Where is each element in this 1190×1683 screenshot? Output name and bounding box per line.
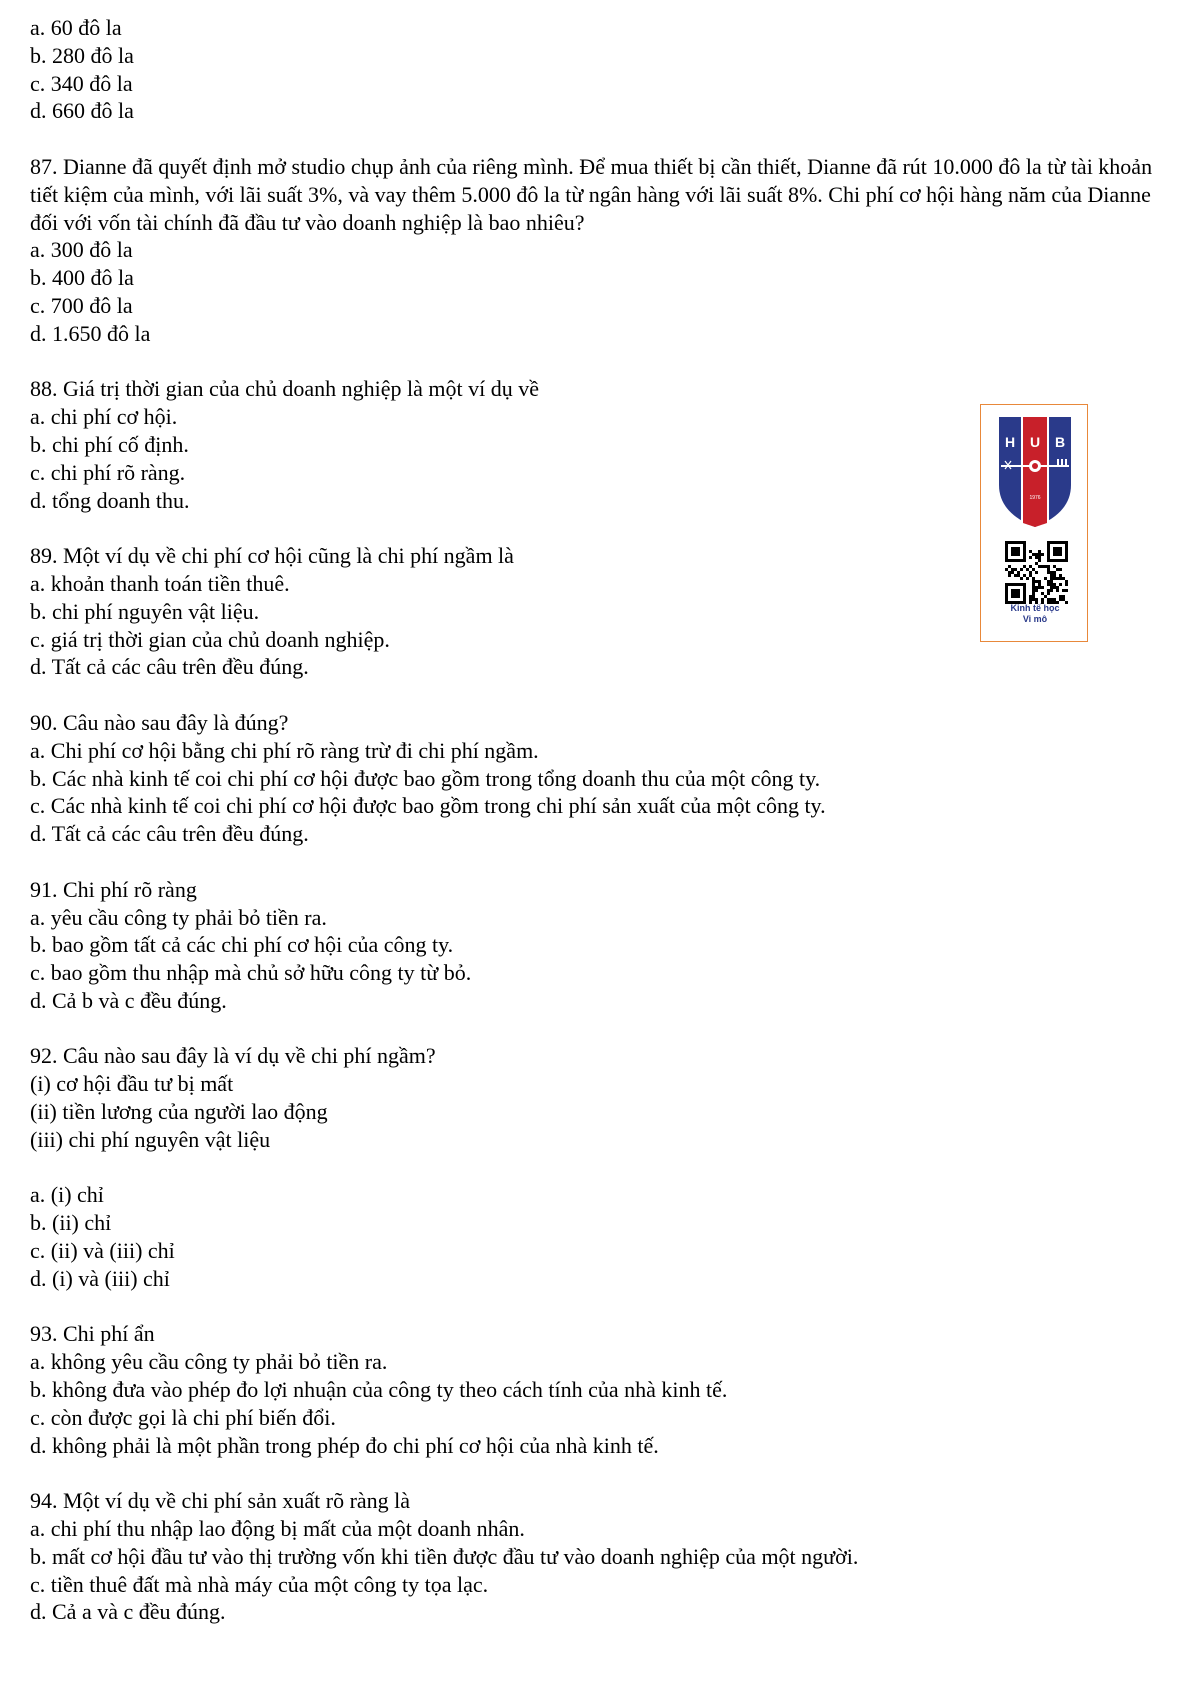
- answer-option: c. tiền thuê đất mà nhà máy của một công ty tọa lạc.: [30, 1571, 489, 1597]
- answer-option: a. yêu cầu công ty phải bỏ tiền ra.: [30, 904, 327, 930]
- answer-option: b. 400 đô la: [30, 265, 134, 291]
- answer-option: c. còn được gọi là chi phí biến đổi.: [30, 1404, 336, 1430]
- shield-letter: U: [1029, 434, 1041, 450]
- answer-option: b. (ii) chỉ: [30, 1210, 112, 1236]
- answer-option: b. không đưa vào phép đo lợi nhuận của công ty theo cách tính của nhà kinh tế.: [30, 1377, 728, 1403]
- answer-option: d. Cả a và c đều đúng.: [30, 1599, 226, 1625]
- answer-option: d. Tất cả các câu trên đều đúng.: [30, 654, 309, 680]
- card-caption-title: Kinh tế học: [1010, 603, 1060, 613]
- answer-option: d. không phải là một phần trong phép đo chi phí cơ hội của nhà kinh tế.: [30, 1432, 659, 1458]
- question-text: 89. Một ví dụ về chi phí cơ hội cũng là chi phí ngầm là: [30, 543, 514, 569]
- answer-option: a. chi phí thu nhập lao động bị mất của một doanh nhân.: [30, 1516, 525, 1542]
- answer-option: b. chi phí nguyên vật liệu.: [30, 598, 260, 624]
- answer-option: a. Chi phí cơ hội bằng chi phí rõ ràng trừ đi chi phí ngầm.: [30, 737, 539, 763]
- question-94: [30, 1487, 1170, 1626]
- question-90: [30, 709, 1170, 848]
- answer-option: b. 280 đô la: [30, 42, 134, 68]
- answer-option: b. mất cơ hội đầu tư vào thị trường vốn khi tiền được đầu tư vào doanh nghiệp của một người.: [30, 1543, 859, 1569]
- answer-option: c. (ii) và (iii) chỉ: [30, 1238, 175, 1264]
- answer-option: a. 60 đô la: [30, 15, 122, 40]
- answer-option: b. Các nhà kinh tế coi chi phí cơ hội được bao gồm trong tổng doanh thu của một công ty.: [30, 765, 821, 791]
- answer-option: c. giá trị thời gian của chủ doanh nghiệp.: [30, 626, 390, 652]
- question-87: [30, 153, 1170, 348]
- answer-option: a. (i) chỉ: [30, 1182, 104, 1208]
- answer-option: a. 300 đô la: [30, 237, 133, 263]
- answer-option: c. 340 đô la: [30, 70, 133, 96]
- question-text: 90. Câu nào sau đây là đúng?: [30, 709, 289, 735]
- answer-option: d. tổng doanh thu.: [30, 487, 190, 513]
- answer-option: c. chi phí rõ ràng.: [30, 459, 186, 485]
- answer-option: a. chi phí cơ hội.: [30, 404, 178, 430]
- shield-year: 1976: [1029, 495, 1041, 501]
- question-text: 87. Dianne đã quyết định mở studio chụp ảnh của riêng mình. Để mua thiết bị cần thiết, Dianne đã rút 10.000 đô la từ tài khoản tiết kiệm của mình, với lãi suất 3%, và vay thêm 5.000 đô la từ ngân hàng với lãi suất 8%. Chi phí cơ hội hàng năm của Dianne đối với vốn tài chính đã đầu tư vào doanh nghiệp là bao nhiêu?: [30, 153, 1153, 235]
- answer-option: b. chi phí cố định.: [30, 431, 189, 457]
- question-92: [30, 1042, 1170, 1292]
- answer-option: d. (i) và (iii) chỉ: [30, 1265, 170, 1291]
- document-body: [30, 14, 1170, 1626]
- answer-option: c. Các nhà kinh tế coi chi phí cơ hội được bao gồm trong chi phí sản xuất của một công ty.: [30, 793, 826, 819]
- intro-options: [30, 14, 1170, 125]
- card-caption-subtitle: Vi mô: [1022, 614, 1048, 624]
- answer-option: a. không yêu cầu công ty phải bỏ tiền ra.: [30, 1349, 388, 1375]
- answer-option: d. 1.650 đô la: [30, 320, 151, 346]
- question-text: 92. Câu nào sau đây là ví dụ về chi phí ngầm?: [30, 1043, 436, 1069]
- answer-option: c. bao gồm thu nhập mà chủ sở hữu công ty từ bỏ.: [30, 960, 472, 986]
- answer-option: a. khoản thanh toán tiền thuê.: [30, 570, 290, 596]
- question-text: 88. Giá trị thời gian của chủ doanh nghiệp là một ví dụ về: [30, 376, 539, 402]
- answer-option: b. bao gồm tất cả các chi phí cơ hội của công ty.: [30, 932, 454, 958]
- answer-option: d. Cả b và c đều đúng.: [30, 987, 227, 1013]
- question-91: [30, 876, 1170, 1015]
- question-text: 94. Một ví dụ về chi phí sản xuất rõ ràng là: [30, 1488, 411, 1514]
- shield-letter: H: [1004, 434, 1016, 450]
- question-text: 91. Chi phí rõ ràng: [30, 876, 197, 902]
- statement: (iii) chi phí nguyên vật liệu: [30, 1126, 271, 1152]
- qr-code: [1005, 541, 1068, 604]
- question-text: 93. Chi phí ẩn: [30, 1321, 155, 1347]
- hub-logo-card: [980, 404, 1088, 642]
- answer-option: d. Tất cả các câu trên đều đúng.: [30, 821, 309, 847]
- answer-option: d. 660 đô la: [30, 98, 134, 124]
- question-93: [30, 1320, 1170, 1459]
- statement: (ii) tiền lương của người lao động: [30, 1099, 328, 1125]
- answer-option: c. 700 đô la: [30, 292, 133, 318]
- shield-letter: B: [1054, 434, 1066, 450]
- statement: (i) cơ hội đầu tư bị mất: [30, 1071, 234, 1097]
